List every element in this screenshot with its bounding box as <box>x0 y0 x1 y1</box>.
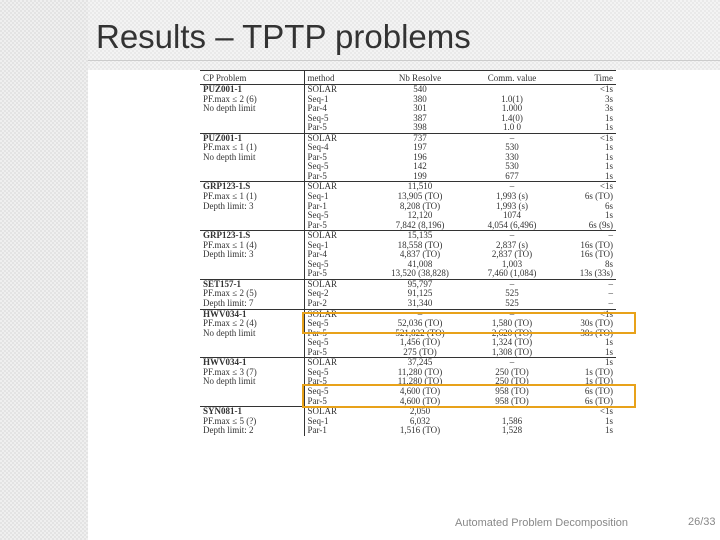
cell-problem: SYN081-1 <box>200 407 304 417</box>
slide-title: Results – TPTP problems <box>96 18 471 55</box>
header-method: method <box>304 71 372 85</box>
cell-problem: PF.max ≤ 1 (4) <box>203 240 257 250</box>
cell-comm-value: 677 <box>505 171 519 181</box>
cell-comm-value: 1.0 0 <box>503 123 521 133</box>
cell-nb-resolve: 737 <box>372 133 468 143</box>
header-nb-resolve: Nb Resolve <box>372 71 468 85</box>
cell-comm-value: 530 <box>505 143 519 153</box>
cell-nb-resolve: – <box>372 309 468 319</box>
cell-nb-resolve: 398 <box>413 123 427 133</box>
cell-comm-value: 1,003 <box>501 259 523 269</box>
cell-time: 1s <box>604 347 613 357</box>
results-table-container <box>200 70 616 534</box>
cell-problem: No depth limit <box>203 104 256 114</box>
cell-comm-value <box>468 85 556 95</box>
cell-nb-resolve: 18,558 (TO) <box>397 240 443 250</box>
cell-time: 1s <box>604 416 613 426</box>
cell-problem <box>200 338 304 348</box>
cell-comm-value: 1074 <box>503 211 521 221</box>
cell-time: 6s (TO) <box>584 396 613 406</box>
cell-time: 6s (TO) <box>584 192 613 202</box>
cell-time: 30s (TO) <box>580 319 613 329</box>
cell-time: – <box>608 289 613 299</box>
table-row <box>200 269 616 279</box>
cell-time: 1s (TO) <box>584 367 613 377</box>
table-row <box>200 182 616 192</box>
cell-nb-resolve: 1,516 (TO) <box>399 426 441 436</box>
header-time: Time <box>556 71 616 85</box>
cell-time: – <box>556 279 616 289</box>
highlight-box-grp123 <box>302 312 636 334</box>
cell-problem: PF.max ≤ 1 (1) <box>203 143 257 153</box>
cell-nb-resolve: 196 <box>413 152 427 162</box>
cell-method: Par-5 <box>304 153 372 163</box>
cell-method: Par-5 <box>304 348 372 358</box>
cell-method: Seq-1 <box>304 192 372 202</box>
cell-method: Seq-5 <box>304 368 372 378</box>
cell-nb-resolve: 2,050 <box>372 407 468 417</box>
table-row <box>200 231 616 241</box>
cell-problem: No depth limit <box>203 377 256 387</box>
table-row <box>200 221 616 231</box>
cell-comm-value: 1,528 <box>501 426 523 436</box>
cell-time: 1s <box>604 113 613 123</box>
cell-nb-resolve: 31,340 <box>407 299 433 309</box>
cell-time: <1s <box>556 182 616 192</box>
cell-time: 1s <box>604 211 613 221</box>
cell-nb-resolve: 4,600 (TO) <box>399 396 441 406</box>
cell-method: Seq-5 <box>304 387 372 397</box>
table-row <box>200 279 616 289</box>
cell-time: 1s <box>604 143 613 153</box>
cell-comm-value: 330 <box>505 152 519 162</box>
page-total: /33 <box>700 516 716 528</box>
cell-problem <box>200 397 304 407</box>
table-row <box>200 348 616 358</box>
cell-comm-value: 1.4(0) <box>501 113 523 123</box>
page-number <box>688 516 716 528</box>
cell-nb-resolve: 52,036 (TO) <box>397 319 443 329</box>
cell-nb-resolve: 301 <box>413 104 427 114</box>
table-row <box>200 368 616 378</box>
cell-method: SOLAR <box>304 407 372 417</box>
cell-time: 8s <box>604 259 613 269</box>
table-row <box>200 417 616 427</box>
cell-time: <1s <box>599 84 613 94</box>
table-row <box>200 133 616 143</box>
cell-time: 1s <box>604 171 613 181</box>
cell-problem <box>200 387 304 397</box>
cell-problem <box>200 162 304 172</box>
cell-comm-value: – <box>468 279 556 289</box>
cell-time: 6s (TO) <box>584 386 613 396</box>
table-row <box>200 426 616 436</box>
cell-nb-resolve: 6,032 <box>409 416 431 426</box>
table-row <box>200 143 616 153</box>
cell-method: Seq-1 <box>304 417 372 427</box>
cell-nb-resolve: 11,510 <box>372 182 468 192</box>
cell-method: Seq-5 <box>304 260 372 270</box>
cell-time: <1s <box>556 133 616 143</box>
cell-nb-resolve: 41,008 <box>407 259 433 269</box>
cell-method: SOLAR <box>304 309 372 319</box>
cell-comm-value: 4,054 (6,496) <box>487 220 537 230</box>
cell-time: 1s <box>604 338 613 348</box>
results-table <box>200 70 616 436</box>
cell-method: Par-5 <box>304 377 372 387</box>
cell-time: 16s (TO) <box>580 240 613 250</box>
cell-method: SOLAR <box>304 85 372 95</box>
table-row <box>200 162 616 172</box>
cell-method: Par-5 <box>304 269 372 279</box>
cell-nb-resolve: 1,456 (TO) <box>399 338 441 348</box>
cell-problem <box>200 114 304 124</box>
cell-method: Par-5 <box>304 329 372 339</box>
cell-problem <box>200 348 304 358</box>
cell-nb-resolve: 13,520 (38,828) <box>391 269 449 279</box>
table-header-row <box>200 71 616 85</box>
cell-time: 1s <box>604 162 613 172</box>
footer-text: Automated Problem Decomposition <box>455 517 629 529</box>
cell-problem: Depth limit: 2 <box>203 426 254 436</box>
cell-nb-resolve: 4,600 (TO) <box>399 386 441 396</box>
cell-time: 1s <box>604 123 613 133</box>
table-row <box>200 289 616 299</box>
cell-method: Seq-2 <box>304 289 372 299</box>
cell-comm-value: 525 <box>505 299 519 309</box>
left-pattern-band <box>0 0 88 540</box>
highlight-box-hwv034 <box>302 384 636 408</box>
cell-time: 3s <box>604 94 613 104</box>
cell-method: Par-4 <box>304 250 372 260</box>
cell-method: Par-1 <box>304 202 372 212</box>
cell-method: Par-5 <box>304 221 372 231</box>
cell-comm-value: 1.000 <box>501 104 523 114</box>
cell-nb-resolve: 11,280 (TO) <box>397 377 443 387</box>
cell-comm-value: 7,460 (1,084) <box>487 269 537 279</box>
table-row <box>200 95 616 105</box>
table-row <box>200 250 616 260</box>
cell-comm-value: 250 (TO) <box>495 367 529 377</box>
cell-comm-value: 1,324 (TO) <box>491 338 533 348</box>
header-problem: CP Problem <box>200 71 304 85</box>
table-row <box>200 192 616 202</box>
cell-nb-resolve: 7,842 (8,196) <box>395 220 445 230</box>
cell-time: 6s (9s) <box>588 220 613 230</box>
cell-time: – <box>608 299 613 309</box>
table-row <box>200 241 616 251</box>
cell-comm-value: 1,586 <box>501 416 523 426</box>
cell-problem: PF.max ≤ 2 (5) <box>203 289 257 299</box>
cell-comm-value: 1.0(1) <box>501 94 523 104</box>
cell-time: 3s <box>604 104 613 114</box>
cell-method: Par-5 <box>304 397 372 407</box>
cell-method: Seq-5 <box>304 162 372 172</box>
cell-comm-value: 250 (TO) <box>495 377 529 387</box>
cell-time: 1s (TO) <box>584 377 613 387</box>
cell-problem: HWV034-1 <box>200 358 304 368</box>
cell-comm-value: 525 <box>505 289 519 299</box>
cell-time: <1s <box>556 309 616 319</box>
cell-nb-resolve: 15,135 <box>372 231 468 241</box>
cell-method: Seq-5 <box>304 319 372 329</box>
table-row <box>200 407 616 417</box>
cell-problem <box>200 172 304 182</box>
table-row <box>200 123 616 133</box>
table-row <box>200 211 616 221</box>
table-row <box>200 153 616 163</box>
cell-nb-resolve: 197 <box>413 143 427 153</box>
cell-method: Seq-5 <box>304 211 372 221</box>
cell-nb-resolve: 11,280 (TO) <box>397 367 443 377</box>
cell-comm-value: 958 (TO) <box>495 386 529 396</box>
cell-comm-value: – <box>468 133 556 143</box>
cell-time: <1s <box>556 407 616 417</box>
cell-nb-resolve: 142 <box>413 162 427 172</box>
table-row <box>200 172 616 182</box>
cell-problem: GRP123-1.S <box>200 231 304 241</box>
cell-time: – <box>556 231 616 241</box>
cell-comm-value: 1,308 (TO) <box>491 347 533 357</box>
cell-method: Seq-5 <box>304 114 372 124</box>
cell-problem: No depth limit <box>203 328 256 338</box>
cell-comm-value: 1,580 (TO) <box>491 319 533 329</box>
cell-method: SOLAR <box>304 358 372 368</box>
cell-comm-value: – <box>468 309 556 319</box>
cell-problem: HWV034-1 <box>200 309 304 319</box>
cell-nb-resolve: 91,125 <box>407 289 433 299</box>
cell-comm-value: 1,993 (s) <box>496 192 528 202</box>
cell-problem <box>200 123 304 133</box>
table-body <box>200 85 616 436</box>
table-row <box>200 202 616 212</box>
cell-problem: Depth limit: 3 <box>203 250 254 260</box>
cell-time: 1s <box>604 152 613 162</box>
header-comm-value: Comm. value <box>468 71 556 85</box>
cell-comm-value: 530 <box>505 162 519 172</box>
cell-problem: PF.max ≤ 5 (?) <box>203 416 257 426</box>
cell-nb-resolve: 13,905 (TO) <box>397 192 443 202</box>
cell-time: 1s <box>556 358 616 368</box>
cell-method: Par-5 <box>304 172 372 182</box>
cell-problem: Depth limit: 7 <box>203 299 254 309</box>
cell-time: 16s (TO) <box>580 250 613 260</box>
cell-time: 1s <box>604 426 613 436</box>
cell-nb-resolve: 199 <box>413 171 427 181</box>
cell-problem <box>200 260 304 270</box>
cell-problem: No depth limit <box>203 152 256 162</box>
cell-problem: PUZ001-1 <box>200 133 304 143</box>
cell-nb-resolve: 275 (TO) <box>403 347 437 357</box>
table-row <box>200 104 616 114</box>
cell-method: Par-1 <box>304 426 372 436</box>
cell-problem <box>200 211 304 221</box>
cell-problem: Depth limit: 3 <box>203 201 254 211</box>
page-current: 26 <box>688 516 701 528</box>
cell-nb-resolve: 380 <box>413 94 427 104</box>
cell-problem <box>200 221 304 231</box>
table-row <box>200 260 616 270</box>
cell-method: Par-5 <box>304 123 372 133</box>
title-divider <box>88 60 720 61</box>
table-row <box>200 338 616 348</box>
cell-comm-value: 2,620 (TO) <box>491 328 533 338</box>
cell-problem: PF.max ≤ 2 (4) <box>203 319 257 329</box>
table-row <box>200 299 616 309</box>
cell-method: Seq-5 <box>304 338 372 348</box>
cell-nb-resolve: 95,797 <box>372 279 468 289</box>
cell-nb-resolve: 521,822 (TO) <box>395 328 445 338</box>
cell-problem: GRP123-1.S <box>200 182 304 192</box>
table-row <box>200 114 616 124</box>
cell-method: Seq-1 <box>304 241 372 251</box>
cell-problem: PF.max ≤ 2 (6) <box>203 94 257 104</box>
cell-time: 13s (33s) <box>579 269 613 279</box>
cell-problem: PF.max ≤ 3 (7) <box>203 367 257 377</box>
cell-problem: PF.max ≤ 1 (1) <box>203 192 257 202</box>
cell-comm-value: – <box>468 231 556 241</box>
cell-problem: SET157-1 <box>200 279 304 289</box>
cell-nb-resolve: 387 <box>413 113 427 123</box>
cell-nb-resolve: 540 <box>413 84 427 94</box>
cell-method: SOLAR <box>304 182 372 192</box>
cell-method: Par-2 <box>304 299 372 309</box>
cell-comm-value: 2,837 (TO) <box>491 250 533 260</box>
cell-problem: PUZ001-1 <box>203 84 242 94</box>
cell-time: 6s <box>604 201 613 211</box>
cell-nb-resolve: 12,120 <box>407 211 433 221</box>
cell-comm-value <box>468 407 556 417</box>
cell-nb-resolve: 37,245 <box>372 358 468 368</box>
cell-comm-value: 958 (TO) <box>495 396 529 406</box>
cell-time: 38s (TO) <box>580 328 613 338</box>
cell-comm-value: 2,837 (s) <box>496 240 528 250</box>
cell-method: SOLAR <box>304 279 372 289</box>
cell-method: Seq-1 <box>304 95 372 105</box>
cell-method: SOLAR <box>304 133 372 143</box>
cell-comm-value: – <box>468 358 556 368</box>
cell-problem <box>200 269 304 279</box>
table-row <box>200 358 616 368</box>
cell-method: SOLAR <box>304 231 372 241</box>
cell-method: Seq-4 <box>304 143 372 153</box>
cell-comm-value: – <box>468 182 556 192</box>
cell-nb-resolve: 8,208 (TO) <box>399 201 441 211</box>
cell-method: Par-4 <box>304 104 372 114</box>
cell-nb-resolve: 4,837 (TO) <box>399 250 441 260</box>
table-row <box>200 85 616 95</box>
cell-comm-value: 1,993 (s) <box>496 201 528 211</box>
